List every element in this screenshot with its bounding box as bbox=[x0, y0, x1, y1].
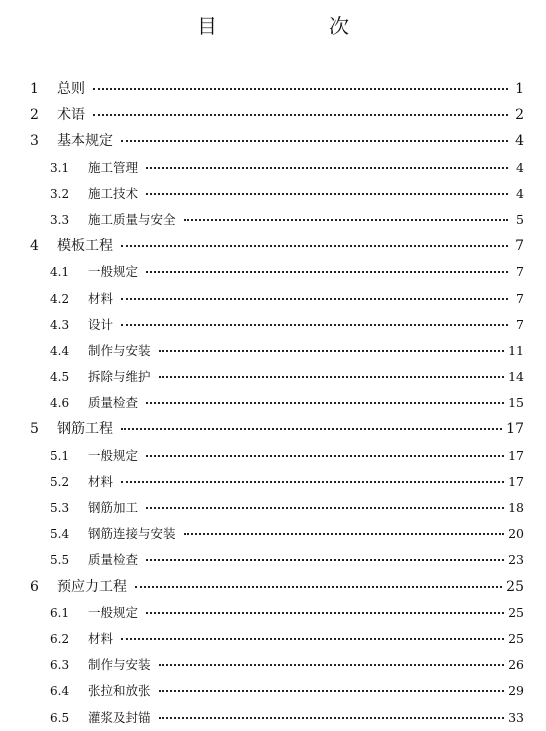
entry-number: 4.3 bbox=[50, 317, 70, 332]
entry-number: 6.4 bbox=[50, 684, 70, 699]
entry-page-number: 25 bbox=[508, 604, 524, 620]
entry-page-number: 18 bbox=[508, 500, 524, 515]
entry-page-number: 15 bbox=[508, 395, 524, 411]
entry-page-number: 2 bbox=[515, 107, 524, 124]
entry-title: 施工质量与安全 bbox=[88, 211, 176, 227]
dot-leader bbox=[121, 323, 508, 326]
entry-title: 灌浆及封锚 bbox=[88, 709, 151, 725]
dot-leader bbox=[121, 244, 508, 247]
entry-page-number: 14 bbox=[508, 369, 524, 385]
entry-title: 设计 bbox=[88, 316, 114, 332]
toc-section-entry[interactable] bbox=[0, 207, 546, 233]
dot-leader bbox=[146, 166, 508, 169]
entry-page-number: 26 bbox=[508, 657, 524, 673]
entry-title: 一般规定 bbox=[88, 447, 139, 463]
entry-page-number: 17 bbox=[508, 447, 524, 463]
dot-leader bbox=[146, 270, 508, 273]
dot-leader bbox=[184, 218, 508, 221]
entry-title: 拆除与维护 bbox=[88, 369, 151, 385]
entry-page-number: 25 bbox=[508, 630, 524, 646]
entry-number: 5.2 bbox=[50, 474, 70, 489]
toc-section-entry[interactable] bbox=[0, 626, 546, 652]
entry-number: 4.2 bbox=[50, 291, 70, 306]
entry-page-number: 25 bbox=[506, 578, 524, 595]
entry-title: 钢筋连接与安装 bbox=[88, 526, 176, 542]
dot-leader bbox=[121, 427, 502, 430]
dot-leader bbox=[159, 375, 505, 378]
toc-section-entry[interactable] bbox=[0, 338, 546, 364]
entry-page-number: 33 bbox=[508, 709, 524, 725]
entry-number: 4.5 bbox=[50, 370, 70, 385]
table-of-contents bbox=[0, 76, 546, 731]
toc-section-entry[interactable] bbox=[0, 312, 546, 338]
entry-title: 材料 bbox=[88, 290, 114, 306]
entry-number: 5.5 bbox=[50, 553, 70, 568]
entry-page-number: 23 bbox=[508, 552, 524, 568]
toc-section-entry[interactable] bbox=[0, 469, 546, 495]
entry-title: 总则 bbox=[57, 81, 85, 97]
dot-leader bbox=[121, 297, 508, 300]
entry-page-number: 11 bbox=[508, 342, 524, 358]
entry-number: 3.1 bbox=[50, 160, 70, 175]
entry-number: 2 bbox=[30, 107, 39, 124]
entry-title: 术语 bbox=[57, 107, 85, 124]
entry-title: 模板工程 bbox=[57, 238, 113, 255]
entry-number: 4.6 bbox=[50, 396, 70, 411]
entry-title: 预应力工程 bbox=[57, 578, 127, 595]
toc-section-entry[interactable] bbox=[0, 678, 546, 704]
toc-section-entry[interactable] bbox=[0, 600, 546, 626]
toc-chapter-entry[interactable] bbox=[0, 128, 546, 154]
entry-page-number: 7 bbox=[516, 290, 524, 306]
entry-page-number: 4 bbox=[516, 159, 524, 175]
entry-number: 6.5 bbox=[50, 710, 70, 725]
entry-title: 张拉和放张 bbox=[88, 683, 151, 699]
toc-chapter-entry[interactable] bbox=[0, 233, 546, 259]
entry-page-number: 4 bbox=[516, 185, 524, 201]
entry-number: 3.3 bbox=[50, 212, 70, 227]
entry-title: 质量检查 bbox=[88, 552, 139, 568]
entry-page-number: 4 bbox=[515, 133, 524, 150]
dot-leader bbox=[121, 637, 504, 640]
dot-leader bbox=[146, 611, 504, 614]
dot-leader bbox=[146, 192, 508, 195]
entry-number: 5.4 bbox=[50, 527, 70, 542]
dot-leader bbox=[184, 532, 505, 535]
entry-page-number: 17 bbox=[508, 473, 524, 489]
dot-leader bbox=[159, 716, 505, 719]
toc-section-entry[interactable] bbox=[0, 390, 546, 416]
dot-leader bbox=[159, 663, 505, 666]
entry-title: 制作与安装 bbox=[88, 342, 151, 358]
toc-section-entry[interactable] bbox=[0, 547, 546, 573]
entry-number: 4.1 bbox=[50, 265, 70, 280]
entry-number: 6.2 bbox=[50, 631, 70, 646]
dot-leader bbox=[159, 689, 505, 692]
dot-leader bbox=[121, 139, 508, 142]
toc-section-entry[interactable] bbox=[0, 495, 546, 521]
entry-number: 4.4 bbox=[50, 343, 70, 358]
entry-number: 5.1 bbox=[50, 448, 70, 463]
toc-chapter-entry[interactable] bbox=[0, 102, 546, 128]
dot-leader bbox=[146, 401, 504, 404]
dot-leader bbox=[159, 349, 505, 352]
entry-number: 4 bbox=[30, 238, 39, 255]
entry-title: 施工管理 bbox=[88, 159, 139, 175]
toc-section-entry[interactable] bbox=[0, 155, 546, 181]
toc-chapter-entry[interactable] bbox=[0, 416, 546, 442]
toc-section-entry[interactable] bbox=[0, 443, 546, 469]
page-title: 目 次 bbox=[197, 14, 395, 38]
entry-title: 施工技术 bbox=[88, 185, 139, 201]
toc-section-entry[interactable] bbox=[0, 259, 546, 285]
entry-number: 3 bbox=[30, 133, 39, 150]
entry-number: 6.3 bbox=[50, 658, 70, 673]
toc-section-entry[interactable] bbox=[0, 521, 546, 547]
entry-page-number: 7 bbox=[515, 238, 524, 255]
dot-leader bbox=[121, 480, 504, 483]
entry-title: 制作与安装 bbox=[88, 657, 151, 673]
entry-title: 一般规定 bbox=[88, 604, 139, 620]
entry-title: 钢筋工程 bbox=[57, 421, 113, 438]
entry-number: 3.2 bbox=[50, 186, 70, 201]
entry-number: 5.3 bbox=[50, 501, 70, 515]
entry-page-number: 7 bbox=[516, 264, 524, 280]
entry-number: 5 bbox=[30, 421, 39, 438]
entry-title: 材料 bbox=[88, 473, 114, 489]
entry-title: 基本规定 bbox=[57, 133, 113, 150]
toc-section-entry[interactable] bbox=[0, 286, 546, 312]
entry-page-number: 7 bbox=[516, 316, 524, 332]
toc-section-entry[interactable] bbox=[0, 181, 546, 207]
dot-leader bbox=[93, 87, 508, 90]
toc-section-entry[interactable] bbox=[0, 705, 546, 731]
toc-chapter-entry[interactable] bbox=[0, 76, 546, 102]
entry-number: 6.1 bbox=[50, 605, 70, 620]
entry-number: 1 bbox=[30, 81, 39, 97]
entry-page-number: 1 bbox=[515, 81, 524, 97]
toc-chapter-entry[interactable] bbox=[0, 574, 546, 600]
entry-title: 材料 bbox=[88, 630, 114, 646]
dot-leader bbox=[93, 113, 508, 116]
entry-page-number: 17 bbox=[506, 421, 524, 438]
entry-page-number: 5 bbox=[516, 211, 524, 227]
toc-section-entry[interactable] bbox=[0, 652, 546, 678]
entry-title: 钢筋加工 bbox=[88, 500, 139, 515]
entry-title: 一般规定 bbox=[88, 264, 139, 280]
entry-title: 质量检查 bbox=[88, 395, 139, 411]
dot-leader bbox=[146, 454, 504, 457]
toc-section-entry[interactable] bbox=[0, 364, 546, 390]
dot-leader bbox=[135, 585, 502, 588]
entry-page-number: 29 bbox=[508, 683, 524, 699]
entry-number: 6 bbox=[30, 578, 39, 595]
entry-page-number: 20 bbox=[508, 526, 524, 542]
dot-leader bbox=[146, 558, 504, 561]
dot-leader bbox=[146, 506, 504, 509]
